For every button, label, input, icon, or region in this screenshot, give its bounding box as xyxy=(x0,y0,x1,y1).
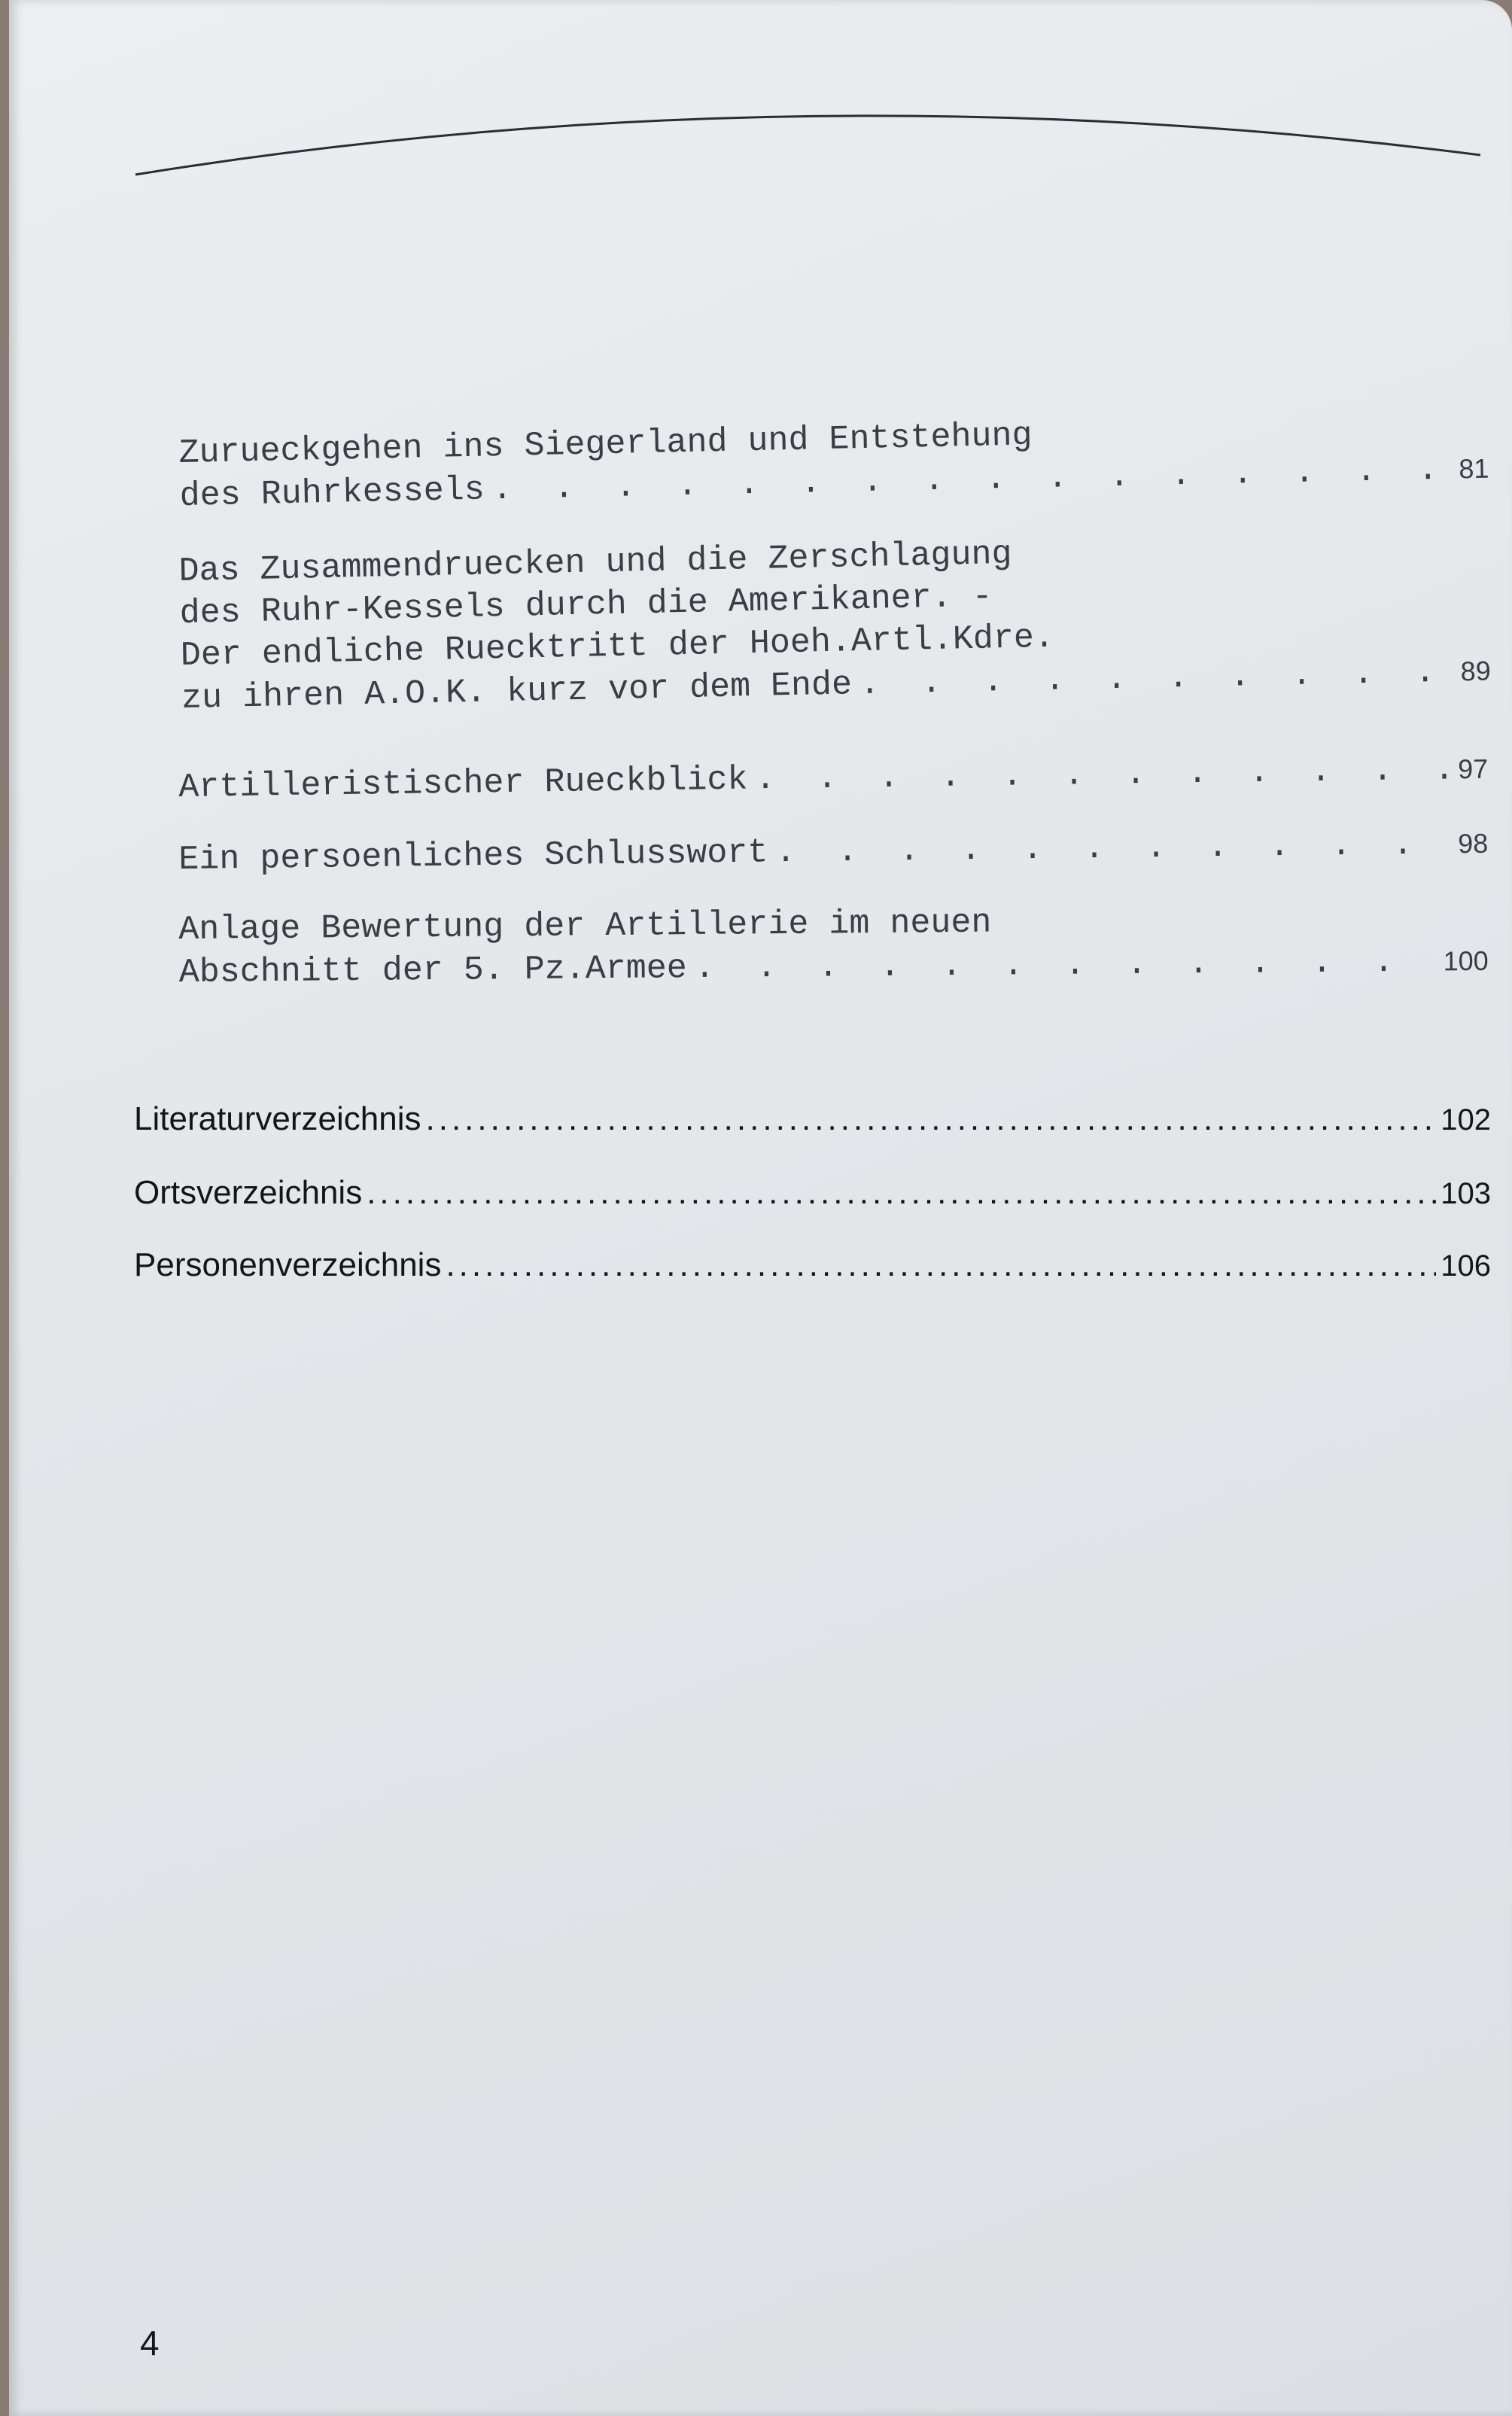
toc-page-number: 100 xyxy=(1443,945,1489,977)
toc-page-number: 106 xyxy=(1441,1249,1491,1283)
toc-page-number: 98 xyxy=(1457,827,1489,860)
toc-page-number: 89 xyxy=(1460,655,1492,687)
toc-page-number: 81 xyxy=(1458,452,1489,485)
toc-entry-title: des Ruhrkessels xyxy=(179,470,485,516)
toc-entry-title: Abschnitt der 5. Pz.Armee xyxy=(178,949,688,992)
page-number: 4 xyxy=(140,2323,160,2363)
toc-entry-line: Anlage Bewertung der Artillerie im neuen xyxy=(178,903,992,949)
dot-leader xyxy=(446,1246,1436,1284)
toc-entry-title: Ortsverzeichnis xyxy=(134,1174,363,1211)
toc-printed-entry-personen xyxy=(134,1246,1491,1284)
toc-entry-line: Das Zusammendruecken und die Zerschlagung xyxy=(178,534,1013,591)
dot-leader xyxy=(755,749,1451,801)
toc-entry-title: Artilleristischer Rueckblick xyxy=(178,760,748,807)
toc-entry-title: zu ihren A.O.K. kurz vor dem Ende xyxy=(181,665,853,718)
toc-entry-4 xyxy=(178,823,1489,881)
toc-page-number: 103 xyxy=(1441,1177,1491,1210)
toc-entry-title: Literaturverzeichnis xyxy=(134,1100,421,1137)
toc-entry-line: Der endliche Ruecktritt der Hoeh.Artl.Kdre. xyxy=(180,618,1055,675)
header-rule xyxy=(9,0,1512,196)
dot-leader xyxy=(695,941,1436,990)
book-page xyxy=(9,0,1512,2416)
dot-leader xyxy=(775,823,1450,874)
toc-entry-3 xyxy=(178,748,1489,809)
toc-page-number: 97 xyxy=(1457,753,1489,785)
toc-printed-entry-literatur xyxy=(134,1100,1491,1138)
toc-entry-5 xyxy=(178,898,1489,994)
toc-entry-title: Ein persoenliches Schlusswort xyxy=(178,833,768,879)
toc-page-number: 102 xyxy=(1441,1103,1491,1136)
toc-entry-line: des Ruhr-Kessels durch die Amerikaner. - xyxy=(179,577,993,633)
toc-entry-title: Personenverzeichnis xyxy=(134,1246,442,1283)
dot-leader xyxy=(367,1174,1436,1212)
toc-entry-2 xyxy=(178,524,1491,720)
toc-entry-line: Zurueckgehen ins Siegerland und Entstehung xyxy=(178,416,1033,473)
dot-leader xyxy=(426,1100,1437,1138)
toc-printed-entry-orts xyxy=(134,1174,1491,1212)
toc-entry-1 xyxy=(178,406,1489,518)
